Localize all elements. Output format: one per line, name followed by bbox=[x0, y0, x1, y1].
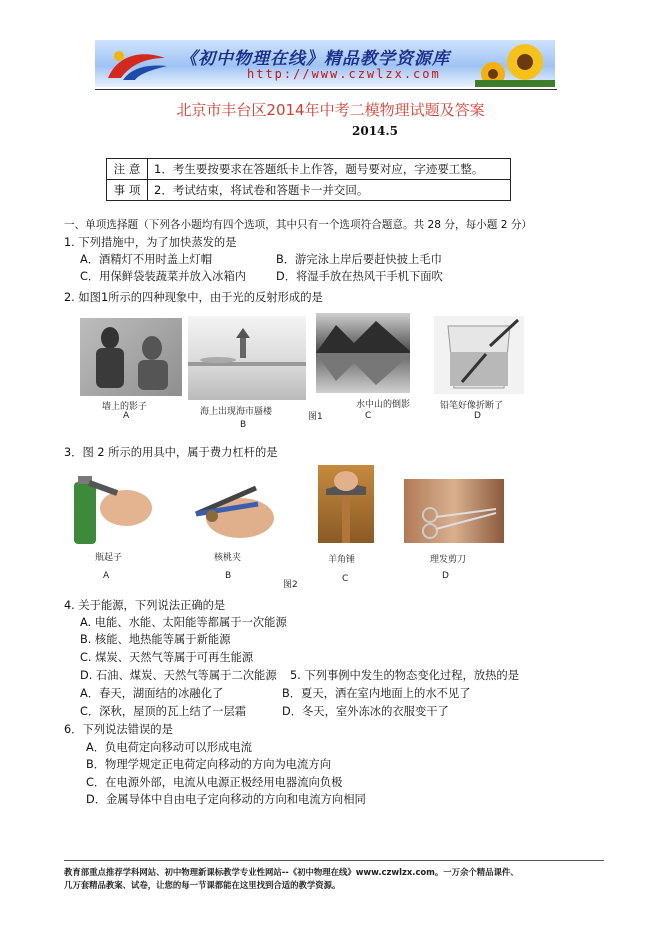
claw-hammer-icon bbox=[318, 465, 374, 543]
q3-image-c bbox=[318, 465, 374, 543]
q3-letter-d: D bbox=[442, 571, 449, 581]
q2-letter-a: A bbox=[123, 411, 130, 421]
section-heading: 一、单项选择题（下列各小题均有四个选项，其中只有一个选项符合题意。共 28 分，每小题 2 分） bbox=[64, 219, 533, 231]
q5-option-c: C．深秋，屋顶的瓦上结了一层霜 bbox=[80, 705, 247, 718]
q2-letter-d: D bbox=[474, 411, 481, 421]
q3-caption-a: 瓶起子 bbox=[95, 553, 123, 563]
q2-caption-a: 墙上的影子 bbox=[102, 402, 148, 412]
q1-option-d: D．将湿手放在热风干手机下面吹 bbox=[276, 270, 443, 283]
page-footer bbox=[64, 866, 604, 892]
notice-table bbox=[106, 158, 511, 201]
q3-image-d bbox=[404, 479, 504, 543]
q1-stem: 1. 下列措施中，为了加快蒸发的是 bbox=[64, 236, 237, 249]
mountain-reflection-icon bbox=[316, 313, 410, 393]
notice-item-1: 1．考生要按要求在答题纸卡上作答，题号要对应，字迹要工整。 bbox=[148, 159, 511, 180]
notice-label-bottom: 事 项 bbox=[107, 180, 148, 201]
q1-option-b: B．游完泳上岸后要赶快披上毛巾 bbox=[276, 253, 442, 266]
q1-option-c: C．用保鲜袋装蔬菜并放入冰箱内 bbox=[80, 270, 247, 283]
q2-image-b bbox=[188, 316, 306, 400]
mirage-photo-icon bbox=[188, 316, 306, 400]
shadow-photo-icon bbox=[80, 318, 182, 396]
q3-letter-b: B bbox=[225, 571, 232, 581]
q2-letter-b: B bbox=[240, 420, 247, 430]
page-title: 北京市丰台区2014年中考二模物理试题及答案 bbox=[176, 101, 485, 119]
q2-letter-c: C bbox=[365, 411, 372, 421]
q2-image-d bbox=[434, 316, 524, 394]
exam-date: 2014.5 bbox=[352, 124, 398, 138]
q3-image-b bbox=[186, 474, 278, 544]
q5-stem: 5. 下列事例中发生的物态变化过程，放热的是 bbox=[290, 669, 520, 682]
q4-option-d: D. 石油、煤炭、天然气等属于二次能源 bbox=[80, 669, 277, 682]
q6-option-c: C．在电源外部，电流从电源正极经用电器流向负极 bbox=[86, 776, 343, 789]
q2-image-a bbox=[80, 318, 182, 396]
banner-title: 《初中物理在线》精品教学资源库 bbox=[180, 49, 450, 69]
q3-image-a bbox=[66, 472, 158, 544]
q6-option-a: A．负电荷定向移动可以形成电流 bbox=[86, 741, 252, 754]
footer-line-1: 教育部重点推荐学科网站、初中物理新课标教学专业性网站--《初中物理在线》www.czwlzx.com。一万余个精品课件、 bbox=[64, 867, 519, 877]
q2-caption-c: 水中山的倒影 bbox=[356, 400, 411, 410]
q3-caption-c: 羊角锤 bbox=[328, 555, 356, 565]
banner-url[interactable]: http://www.czwlzx.com bbox=[247, 67, 441, 81]
header-banner bbox=[95, 40, 555, 87]
q2-caption-b: 海上出现海市蜃楼 bbox=[200, 407, 273, 417]
notice-item-2: 2．考试结束，将试卷和答题卡一并交回。 bbox=[148, 180, 511, 201]
footer-divider bbox=[64, 860, 604, 861]
q3-figure-label: 图2 bbox=[283, 580, 298, 590]
q5-option-a: A．春天，湖面结的冰融化了 bbox=[80, 687, 224, 700]
q3-caption-d: 理发剪刀 bbox=[430, 555, 467, 565]
q2-caption-d: 铅笔好像折断了 bbox=[440, 401, 504, 411]
haircut-scissors-icon bbox=[404, 479, 504, 543]
q2-figure-label: 图1 bbox=[308, 412, 323, 422]
header-divider bbox=[95, 89, 557, 90]
q3-caption-b: 核桃夹 bbox=[214, 553, 242, 563]
site-logo-icon bbox=[103, 44, 173, 84]
q3-stem: 3．图 2 所示的用具中，属于费力杠杆的是 bbox=[64, 446, 278, 459]
q2-stem: 2. 如图1所示的四种现象中，由于光的反射形成的是 bbox=[64, 291, 323, 304]
q4-option-c: C. 煤炭、天然气等属于可再生能源 bbox=[80, 651, 254, 664]
q6-option-b: B．物理学规定正电荷定向移动的方向为电流方向 bbox=[86, 758, 331, 771]
q6-stem: 6．下列说法错误的是 bbox=[64, 723, 173, 736]
q2-image-c bbox=[316, 313, 410, 393]
nutcracker-icon bbox=[186, 474, 278, 544]
q5-option-b: B．夏天，洒在室内地面上的水不见了 bbox=[282, 687, 471, 700]
bottle-opener-icon bbox=[66, 472, 158, 544]
sunflower-icon bbox=[475, 40, 555, 87]
q6-option-d: D．金属导体中自由电子定向移动的方向和电流方向相同 bbox=[86, 793, 366, 806]
q5-option-d: D．冬天，室外冻冰的衣服变干了 bbox=[282, 705, 449, 718]
q4-option-a: A. 电能、水能、太阳能等都属于一次能源 bbox=[80, 616, 287, 629]
glass-pencil-icon bbox=[434, 316, 524, 394]
notice-label-top: 注 意 bbox=[107, 159, 148, 180]
q3-letter-c: C bbox=[342, 574, 349, 584]
q3-letter-a: A bbox=[103, 571, 110, 581]
footer-line-2: 几万套精品教案、试卷，让您的每一节课都能在这里找到合适的教学资源。 bbox=[64, 880, 341, 890]
q4-stem: 4. 关于能源，下列说法正确的是 bbox=[64, 599, 226, 612]
q4-option-b: B. 核能、地热能等属于新能源 bbox=[80, 633, 231, 646]
q1-option-a: A．酒精灯不用时盖上灯帽 bbox=[80, 253, 212, 266]
